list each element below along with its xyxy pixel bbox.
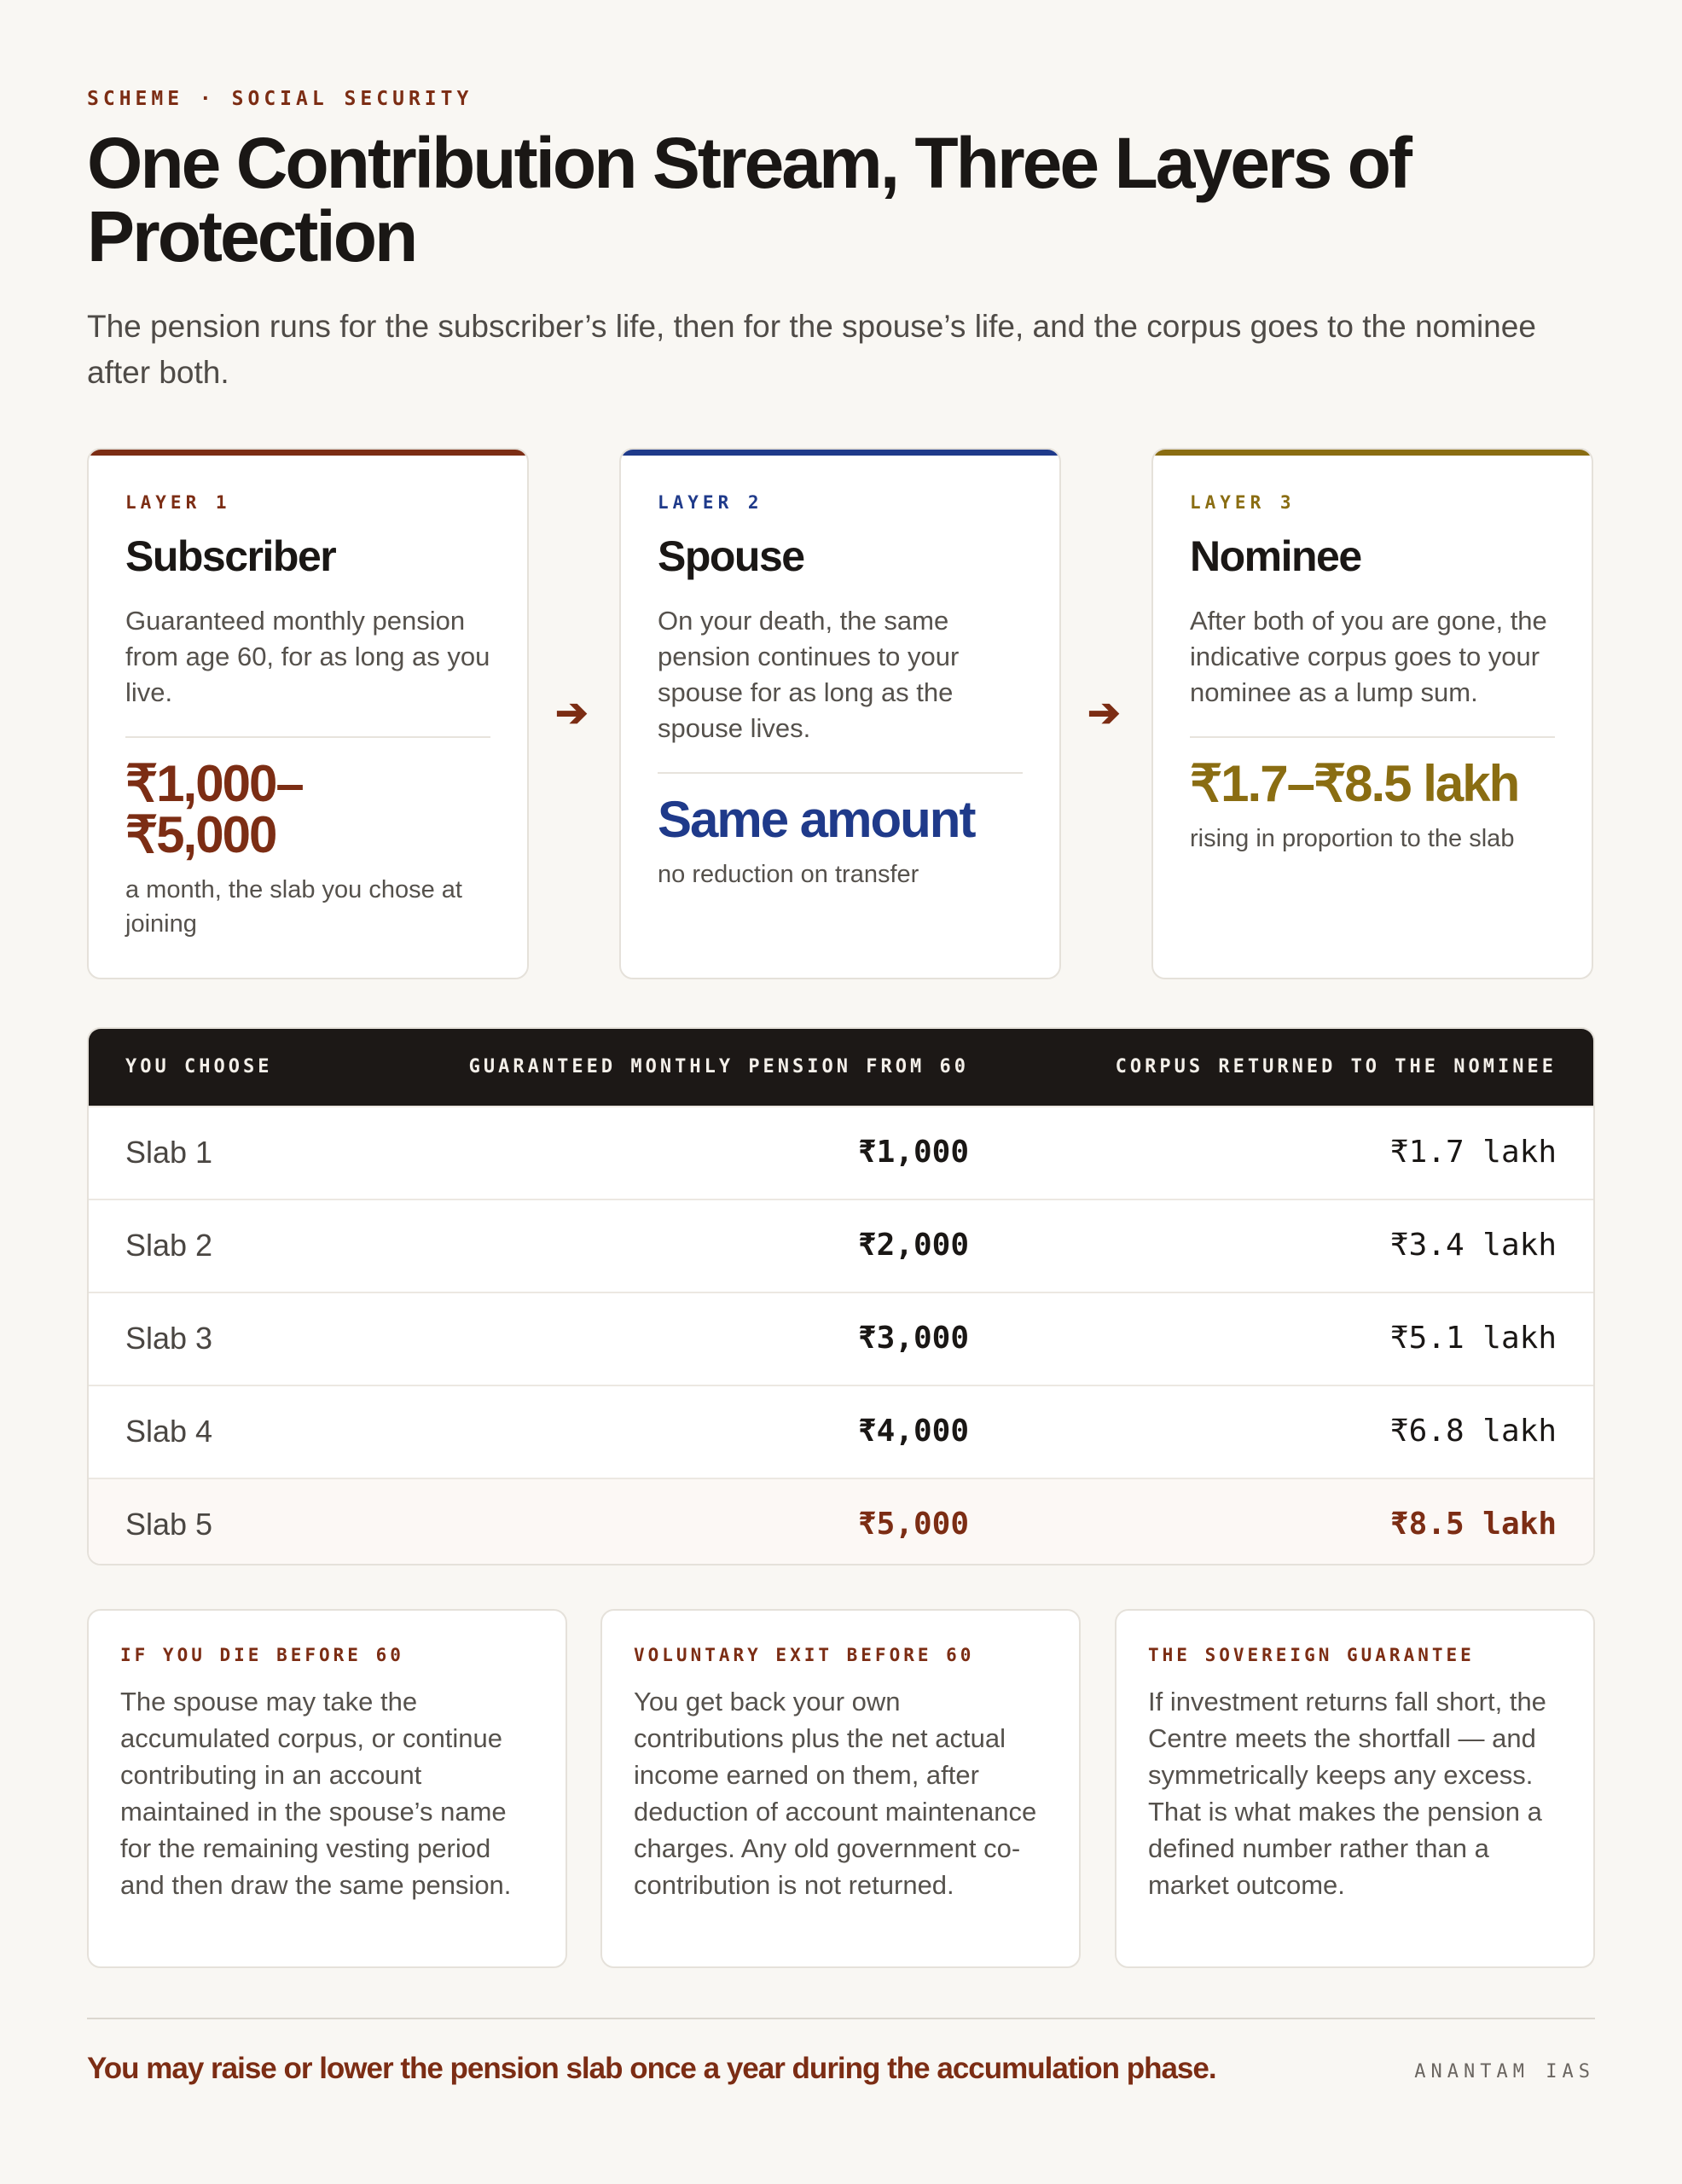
layer-amount: ₹1,000–₹5,000 (125, 755, 303, 863)
layer-note: a month, the slab you chose at joining (125, 876, 462, 938)
pension-value: ₹1,000 (857, 1135, 969, 1170)
info-box-voluntary-exit (600, 1609, 1081, 1968)
arrow-right-icon: ➔ (1088, 690, 1121, 735)
layer-description: After both of you are gone, the indicative corpus goes to your nominee as a lump sum. (1190, 606, 1547, 707)
corpus-value: ₹8.5 lakh (1389, 1507, 1557, 1542)
column-header-you-choose: YOU CHOOSE (125, 1056, 273, 1077)
layer-description: Guaranteed monthly pension from age 60, for as long as you live. (125, 606, 490, 707)
divider (658, 772, 1023, 774)
corpus-value: ₹6.8 lakh (1389, 1414, 1557, 1449)
table-row (89, 1292, 1593, 1385)
pension-value: ₹5,000 (857, 1507, 969, 1542)
layer-tag: LAYER 2 (658, 492, 763, 513)
column-header-pension: GUARANTEED MONTHLY PENSION FROM 60 (468, 1056, 969, 1077)
slab-label: Slab 2 (125, 1228, 213, 1263)
pension-value: ₹4,000 (857, 1414, 969, 1449)
table-row (89, 1106, 1593, 1199)
info-box-sovereign-guarantee (1115, 1609, 1595, 1968)
layer-name: Spouse (658, 532, 804, 580)
slab-table (87, 1027, 1595, 1565)
eyebrow: SCHEME · SOCIAL SECURITY (87, 88, 473, 110)
table-header (89, 1029, 1593, 1106)
divider (125, 736, 490, 738)
table-row (89, 1385, 1593, 1478)
layer-tag: LAYER 3 (1190, 492, 1296, 513)
layer-name: Nominee (1190, 532, 1361, 580)
layer-card-subscriber (87, 448, 529, 979)
layer-amount: ₹1.7–₹8.5 lakh (1190, 755, 1519, 812)
slab-label: Slab 4 (125, 1414, 213, 1449)
slab-label: Slab 1 (125, 1135, 213, 1170)
pension-value: ₹3,000 (857, 1321, 969, 1356)
layer-name: Subscriber (125, 532, 336, 580)
table-row (89, 1199, 1593, 1292)
corpus-value: ₹3.4 lakh (1389, 1228, 1557, 1263)
page-title: One Contribution Stream, Three Layers of Protection (87, 123, 1410, 276)
info-heading: VOLUNTARY EXIT BEFORE 60 (634, 1645, 975, 1665)
info-box-die-before-60 (87, 1609, 567, 1968)
info-body: The spouse may take the accumulated corpus, or continue contributing in an account maintained in the spouse’s name for the remaining vesting period and then draw the same pension. (120, 1687, 512, 1900)
slab-label: Slab 3 (125, 1321, 213, 1356)
corpus-value: ₹5.1 lakh (1389, 1321, 1557, 1356)
arrow-right-icon: ➔ (555, 690, 589, 735)
divider (1190, 736, 1555, 738)
corpus-value: ₹1.7 lakh (1389, 1135, 1557, 1170)
table-row-highlighted (89, 1478, 1593, 1565)
info-body: You get back your own contributions plus the net actual income earned on them, after deduction of account maintenance charges. Any old government co-contribution is not returned. (634, 1687, 1037, 1900)
page-subtitle: The pension runs for the subscriber’s life, then for the spouse’s life, and the corpus goes to the nominee after both. (87, 309, 1536, 390)
layer-tag: LAYER 1 (125, 492, 231, 513)
slab-label: Slab 5 (125, 1507, 213, 1542)
layer-card-nominee (1151, 448, 1593, 979)
column-header-corpus: CORPUS RETURNED TO THE NOMINEE (1115, 1056, 1557, 1077)
brand-label: ANANTAM IAS (1414, 2061, 1595, 2082)
layer-note: rising in proportion to the slab (1190, 825, 1515, 852)
layer-card-spouse (619, 448, 1061, 979)
info-heading: IF YOU DIE BEFORE 60 (120, 1645, 404, 1665)
info-heading: THE SOVEREIGN GUARANTEE (1148, 1645, 1475, 1665)
layer-amount: Same amount (658, 791, 975, 848)
footer-divider (87, 2018, 1595, 2019)
layer-description: On your death, the same pension continues to your spouse for as long as the spouse lives. (658, 606, 960, 743)
layer-note: no reduction on transfer (658, 861, 919, 888)
pension-value: ₹2,000 (857, 1228, 969, 1263)
info-body: If investment returns fall short, the Centre meets the shortfall — and symmetrically keeps any excess. That is what makes the pension a defined number rather than a market outcome. (1148, 1687, 1546, 1900)
footer-note: You may raise or lower the pension slab once a year during the accumulation phase. (87, 2052, 1216, 2085)
